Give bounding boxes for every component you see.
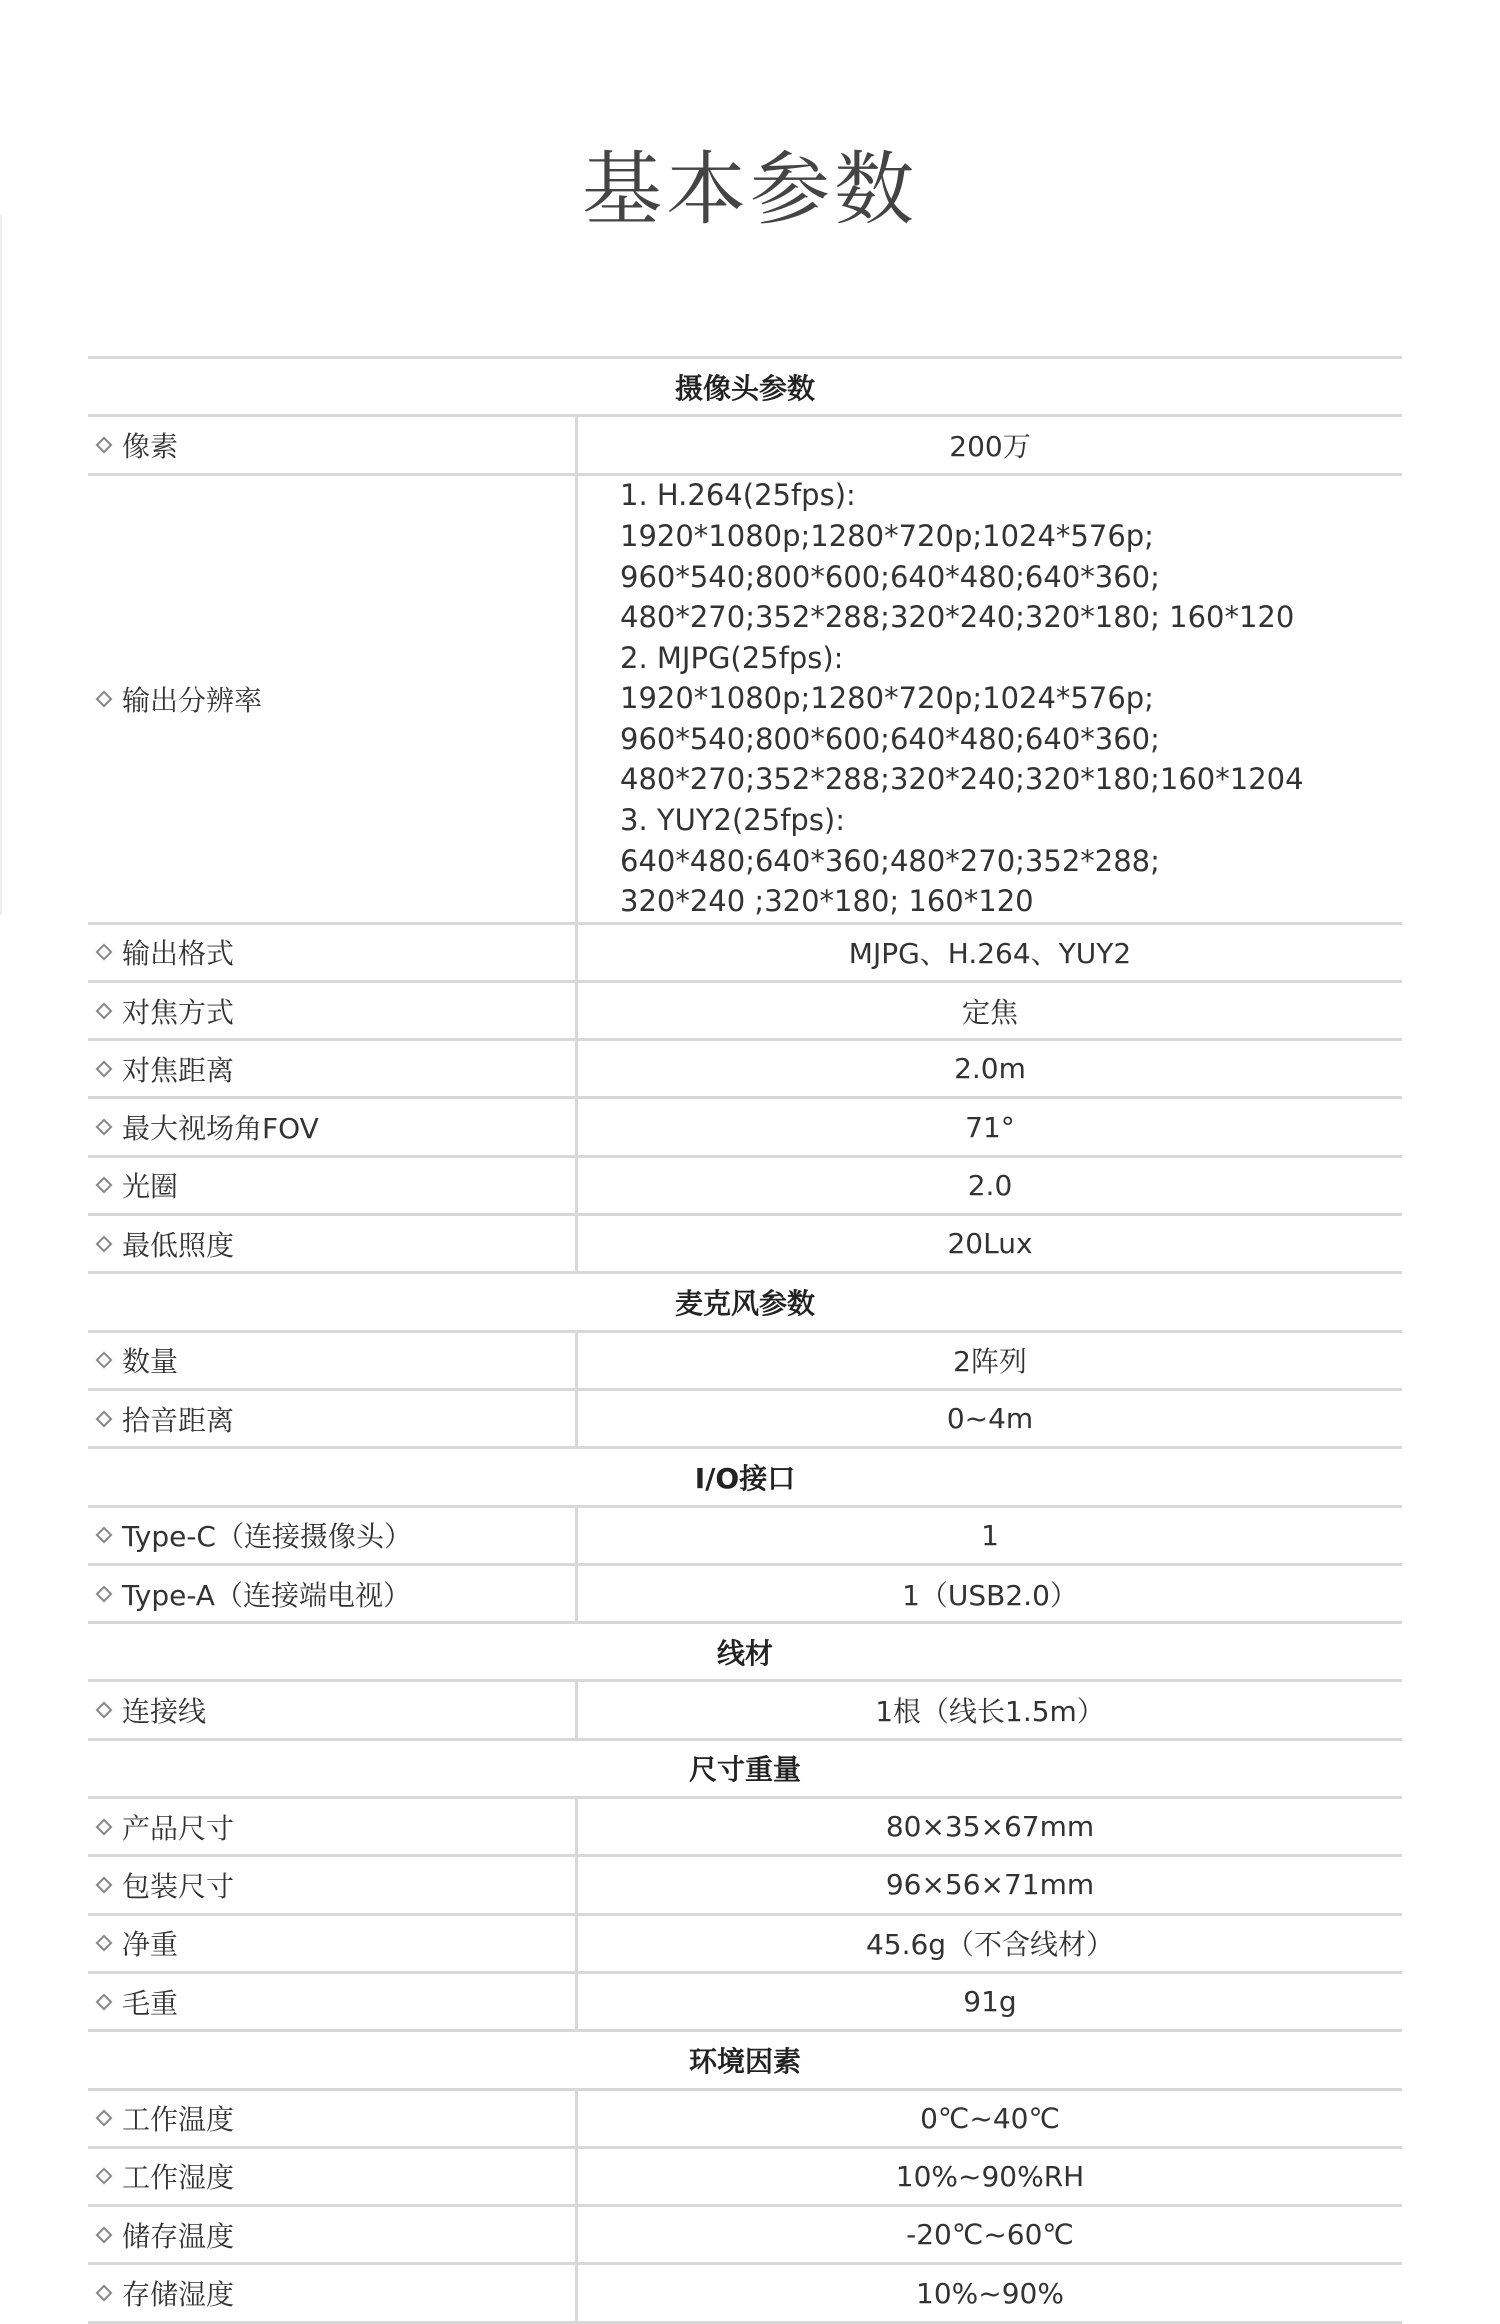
spec-label: 数量 — [122, 1345, 179, 1379]
spec-label: Type-C（连接摄像头） — [122, 1520, 412, 1554]
spec-value: 20Lux — [947, 1227, 1033, 1261]
spec-row-work-temp — [88, 2091, 1402, 2149]
spec-label: 产品尺寸 — [122, 1811, 235, 1845]
diamond-bullet-icon — [96, 690, 113, 707]
spec-label-cell — [88, 1391, 578, 1446]
resolution-line: 320*240 ;320*180; 160*120 — [620, 884, 1034, 919]
resolution-line: 1. H.264(25fps): — [620, 478, 856, 513]
spec-row-focus-mode — [88, 983, 1402, 1041]
spec-label: 光圈 — [122, 1170, 179, 1204]
page-edge-line — [0, 215, 2, 915]
resolution-line: 3. YUY2(25fps): — [620, 803, 846, 838]
section-title: I/O接口 — [694, 1461, 796, 1495]
spec-label: 拾音距离 — [122, 1403, 235, 1437]
spec-row-aperture — [88, 1158, 1402, 1216]
page-title: 基本参数 — [582, 143, 918, 236]
spec-label-cell — [88, 2091, 578, 2146]
spec-row-package-size — [88, 1857, 1402, 1915]
spec-row-type-c — [88, 1508, 1402, 1566]
diamond-bullet-icon — [96, 436, 113, 453]
spec-value: 80×35×67mm — [885, 1810, 1095, 1844]
spec-value: MJPG、H.264、YUY2 — [848, 937, 1132, 971]
section-header-io — [88, 1449, 1402, 1507]
diamond-bullet-icon — [96, 1876, 113, 1893]
spec-label: 净重 — [122, 1928, 179, 1962]
diamond-bullet-icon — [96, 2168, 113, 2185]
spec-table — [88, 356, 1402, 2324]
spec-label: 输出格式 — [122, 937, 235, 971]
spec-value: -20℃~60℃ — [906, 2218, 1074, 2252]
spec-label: 连接线 — [122, 1695, 207, 1729]
section-header-environment — [88, 2032, 1402, 2090]
spec-row-pixels — [88, 417, 1402, 475]
spec-label-cell — [88, 983, 578, 1038]
section-title: 线材 — [716, 1636, 773, 1670]
spec-label: 最低照度 — [122, 1228, 235, 1262]
spec-label-cell — [88, 1333, 578, 1388]
spec-label-cell — [88, 2265, 578, 2320]
spec-label-cell — [88, 417, 578, 472]
spec-row-cable — [88, 1682, 1402, 1740]
spec-row-pickup-distance — [88, 1391, 1402, 1449]
diamond-bullet-icon — [96, 1527, 113, 1544]
spec-value: 71° — [965, 1110, 1015, 1144]
spec-value: 定焦 — [961, 995, 1018, 1029]
spec-value: 2.0m — [954, 1052, 1026, 1086]
resolution-line: 960*540;800*600;640*480;640*360; — [620, 559, 1160, 594]
diamond-bullet-icon — [96, 2110, 113, 2127]
spec-label: 像素 — [122, 429, 179, 463]
diamond-bullet-icon — [96, 1993, 113, 2010]
resolution-line: 1920*1080p;1280*720p;1024*576p; — [620, 681, 1154, 716]
spec-row-work-humidity — [88, 2149, 1402, 2207]
section-header-size-weight — [88, 1741, 1402, 1799]
spec-label-cell — [88, 1916, 578, 1971]
spec-label-cell — [88, 925, 578, 980]
resolution-list — [578, 476, 1402, 922]
spec-label-cell — [88, 1566, 578, 1621]
spec-row-mic-count — [88, 1333, 1402, 1391]
spec-value: 45.6g（不含线材） — [865, 1928, 1115, 1962]
spec-label-cell — [88, 476, 578, 922]
spec-row-fov — [88, 1099, 1402, 1157]
spec-row-resolution — [88, 476, 1402, 925]
diamond-bullet-icon — [96, 944, 113, 961]
section-title: 尺寸重量 — [688, 1753, 801, 1787]
spec-row-gross-weight — [88, 1974, 1402, 2032]
spec-row-format — [88, 925, 1402, 983]
spec-value: 0~4m — [946, 1402, 1034, 1436]
spec-label: 最大视场角FOV — [122, 1112, 319, 1146]
spec-label: 储存温度 — [122, 2219, 235, 2253]
spec-row-net-weight — [88, 1916, 1402, 1974]
spec-value: 1（USB2.0） — [902, 1578, 1078, 1612]
spec-label: 对焦距离 — [122, 1053, 235, 1087]
spec-label: 包装尺寸 — [122, 1869, 235, 1903]
section-title: 摄像头参数 — [674, 371, 815, 405]
section-title: 麦克风参数 — [674, 1287, 815, 1321]
section-header-microphone — [88, 1274, 1402, 1332]
section-header-camera — [88, 359, 1402, 417]
spec-label: Type-A（连接端电视） — [122, 1578, 411, 1612]
spec-label: 对焦方式 — [122, 995, 235, 1029]
spec-label-cell — [88, 2149, 578, 2204]
spec-label-cell — [88, 2207, 578, 2262]
section-title: 环境因素 — [688, 2044, 801, 2078]
spec-label-cell — [88, 1158, 578, 1213]
resolution-line: 640*480;640*360;480*270;352*288; — [620, 843, 1160, 878]
spec-value: 200万 — [949, 429, 1031, 463]
spec-label: 毛重 — [122, 1986, 179, 2020]
spec-value: 2.0 — [967, 1168, 1013, 1202]
spec-label: 工作温度 — [122, 2103, 235, 2137]
spec-label-cell — [88, 1974, 578, 2029]
resolution-line: 960*540;800*600;640*480;640*360; — [620, 721, 1160, 756]
spec-label: 存储湿度 — [122, 2278, 235, 2312]
spec-label: 工作湿度 — [122, 2161, 235, 2195]
spec-row-min-illumination — [88, 1216, 1402, 1274]
spec-label-cell — [88, 1041, 578, 1096]
spec-row-storage-humidity — [88, 2265, 1402, 2323]
spec-row-storage-temp — [88, 2207, 1402, 2265]
diamond-bullet-icon — [96, 1002, 113, 1019]
diamond-bullet-icon — [96, 1235, 113, 1252]
diamond-bullet-icon — [96, 1060, 113, 1077]
resolution-line: 480*270;352*288;320*240;320*180; 160*120 — [620, 600, 1295, 635]
spec-row-product-size — [88, 1799, 1402, 1857]
spec-label: 输出分辨率 — [122, 683, 263, 717]
resolution-line: 2. MJPG(25fps): — [620, 640, 844, 675]
resolution-line: 480*270;352*288;320*240;320*180;160*1204 — [620, 762, 1304, 797]
spec-row-focus-distance — [88, 1041, 1402, 1099]
diamond-bullet-icon — [96, 1702, 113, 1719]
diamond-bullet-icon — [96, 1119, 113, 1136]
spec-label-cell — [88, 1099, 578, 1154]
diamond-bullet-icon — [96, 1410, 113, 1427]
spec-value: 1根（线长1.5m） — [875, 1695, 1105, 1729]
spec-label-cell — [88, 1682, 578, 1737]
spec-value: 2阵列 — [953, 1345, 1027, 1379]
diamond-bullet-icon — [96, 1818, 113, 1835]
spec-value: 10%~90%RH — [895, 2159, 1085, 2193]
spec-label-cell — [88, 1508, 578, 1563]
section-header-cable — [88, 1624, 1402, 1682]
resolution-line: 1920*1080p;1280*720p;1024*576p; — [620, 518, 1154, 553]
diamond-bullet-icon — [96, 1352, 113, 1369]
spec-label-cell — [88, 1799, 578, 1854]
spec-value: 10%~90% — [916, 2276, 1064, 2310]
spec-value: 1 — [981, 1518, 999, 1552]
diamond-bullet-icon — [96, 2226, 113, 2243]
spec-label-cell — [88, 1216, 578, 1271]
diamond-bullet-icon — [96, 1177, 113, 1194]
spec-row-type-a — [88, 1566, 1402, 1624]
diamond-bullet-icon — [96, 1585, 113, 1602]
spec-value: 91g — [963, 1985, 1017, 2019]
diamond-bullet-icon — [96, 2285, 113, 2302]
diamond-bullet-icon — [96, 1935, 113, 1952]
spec-value: 96×56×71mm — [885, 1868, 1095, 1902]
spec-value: 0℃~40℃ — [920, 2101, 1060, 2135]
spec-label-cell — [88, 1857, 578, 1912]
